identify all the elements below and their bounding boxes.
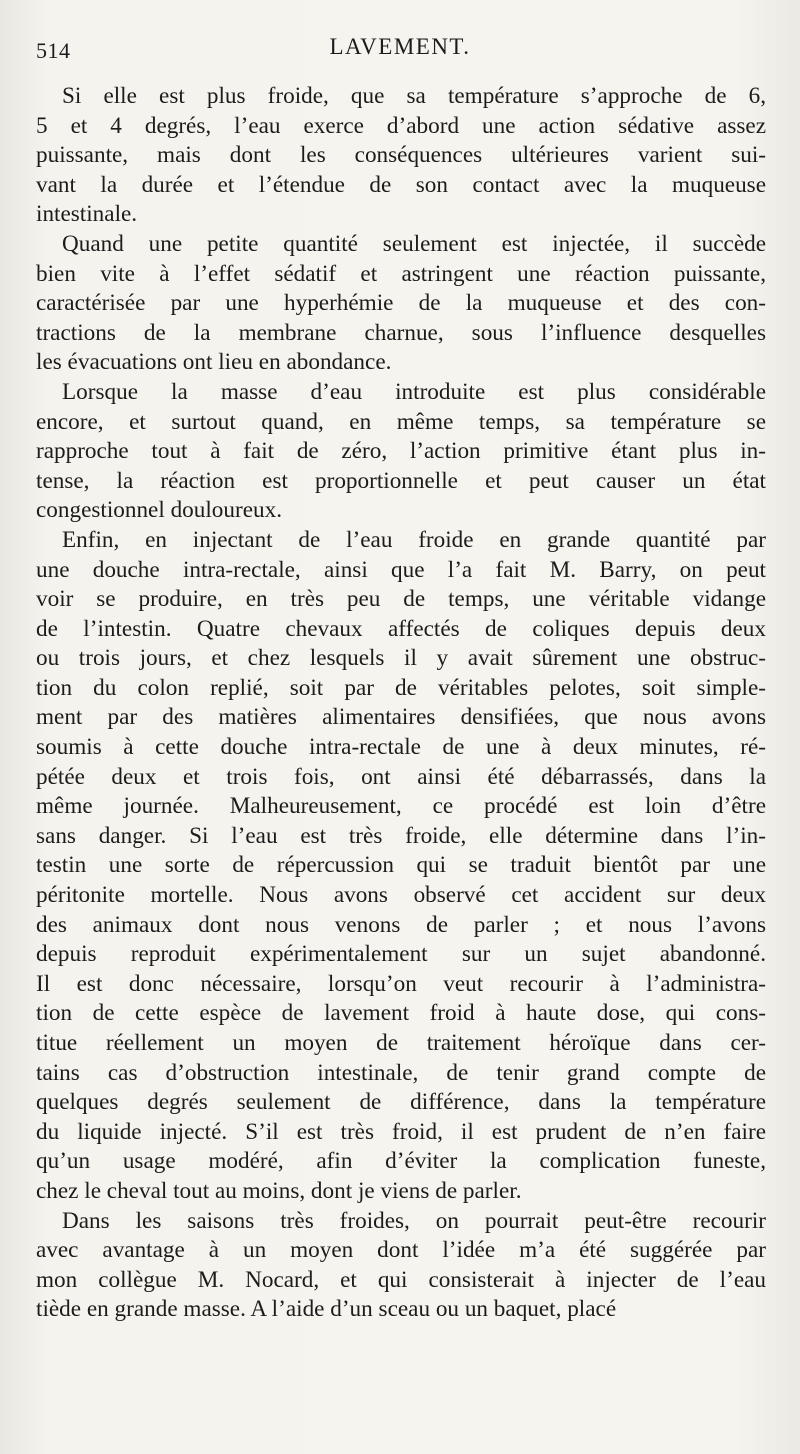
paragraph [36,526,766,1207]
text-line: encore, et surtout quand, en même temps, sa température se [36,408,766,435]
text-line: testin une sorte de répercussion qui se traduit bientôt par une [36,852,766,879]
text-line: qu’un usage modéré, afin d’éviter la complication funeste, [36,1148,766,1175]
text-line: tense, la réaction est proportionnelle et peut causer un état [36,467,766,494]
text-line: tractions de la membrane charnue, sous l’influence desquelles [36,319,766,346]
text-line: Quand une petite quantité seulement est injectée, il succède [62,230,766,257]
text-line: rapproche tout à fait de zéro, l’action primitive étant plus in- [36,438,766,465]
text-line: pétée deux et trois fois, ont ainsi été débarrassés, dans la [36,763,766,790]
paragraph [36,230,766,378]
text-line: voir se produire, en très peu de temps, une véritable vidange [36,586,766,613]
text-line: depuis reproduit expérimentalement sur un sujet abandonné. [36,941,766,968]
text-line: soumis à cette douche intra-rectale de une à deux minutes, ré- [36,734,766,761]
text-line: puissante, mais dont les conséquences ultérieures varient sui- [36,142,766,169]
body-text [36,82,766,1325]
text-line: Dans les saisons très froides, on pourrait peut-être recourir [62,1207,766,1234]
page-number: 514 [36,38,71,63]
text-line: Lorsque la masse d’eau introduite est plus considérable [62,378,766,405]
text-line: avec avantage à un moyen dont l’idée m’a été suggérée par [36,1237,766,1264]
text-line: bien vite à l’effet sédatif et astringent une réaction puissante, [36,260,766,287]
text-line: titue réellement un moyen de traitement héroïque dans cer- [36,1030,766,1056]
text-line: des animaux dont nous venons de parler ; et nous l’avons [36,911,766,938]
text-line: une douche intra-rectale, ainsi que l’a fait M. Barry, on peut [36,556,766,583]
text-line: ment par des matières alimentaires densifiées, que nous avons [36,704,766,731]
paragraph [36,1207,766,1325]
running-title: LAVEMENT. [329,34,471,59]
text-line: péritonite mortelle. Nous avons observé cet accident sur deux [36,882,766,909]
text-line: tiède en grande masse. A l’aide d’un sceau ou un baquet, placé [36,1296,617,1323]
text-line: les évacuations ont lieu en abondance. [36,349,392,376]
text-line: 5 et 4 degrés, l’eau exerce d’abord une action sédative assez [36,112,766,139]
text-line: ou trois jours, et chez lesquels il y avait sûrement une obstruc- [36,645,766,672]
text-line: Enfin, en injectant de l’eau froide en grande quantité par [62,526,766,553]
text-line: tion du colon replié, soit par de véritables pelotes, soit simple- [36,674,766,701]
text-line: de l’intestin. Quatre chevaux affectés de coliques depuis deux [36,615,766,642]
page-header [36,30,764,66]
paragraph [36,378,766,526]
text-line: Il est donc nécessaire, lorsqu’on veut recourir à l’administra- [36,970,766,997]
text-line: congestionnel douloureux. [36,497,282,524]
text-line: sans danger. Si l’eau est très froide, elle détermine dans l’in- [36,822,766,849]
text-line: mon collègue M. Nocard, et qui consisterait à injecter de l’eau [36,1266,766,1293]
text-line: quelques degrés seulement de différence, dans la température [36,1089,766,1116]
text-line: Si elle est plus froide, que sa température s’approche de 6, [62,83,766,109]
text-line: du liquide injecté. S’il est très froid, il est prudent de n’en faire [36,1118,766,1145]
text-line: même journée. Malheureusement, ce procédé est loin d’être [36,793,766,820]
text-line: intestinale. [36,201,138,228]
paragraph [36,82,766,230]
text-line: caractérisée par une hyperhémie de la muqueuse et des con- [36,290,766,317]
text-line: chez le cheval tout au moins, dont je viens de parler. [36,1177,522,1204]
text-line: tion de cette espèce de lavement froid à haute dose, qui cons- [36,1000,766,1027]
text-line: vant la durée et l’étendue de son contact avec la muqueuse [36,171,766,198]
text-line: tains cas d’obstruction intestinale, de tenir grand compte de [36,1059,766,1086]
